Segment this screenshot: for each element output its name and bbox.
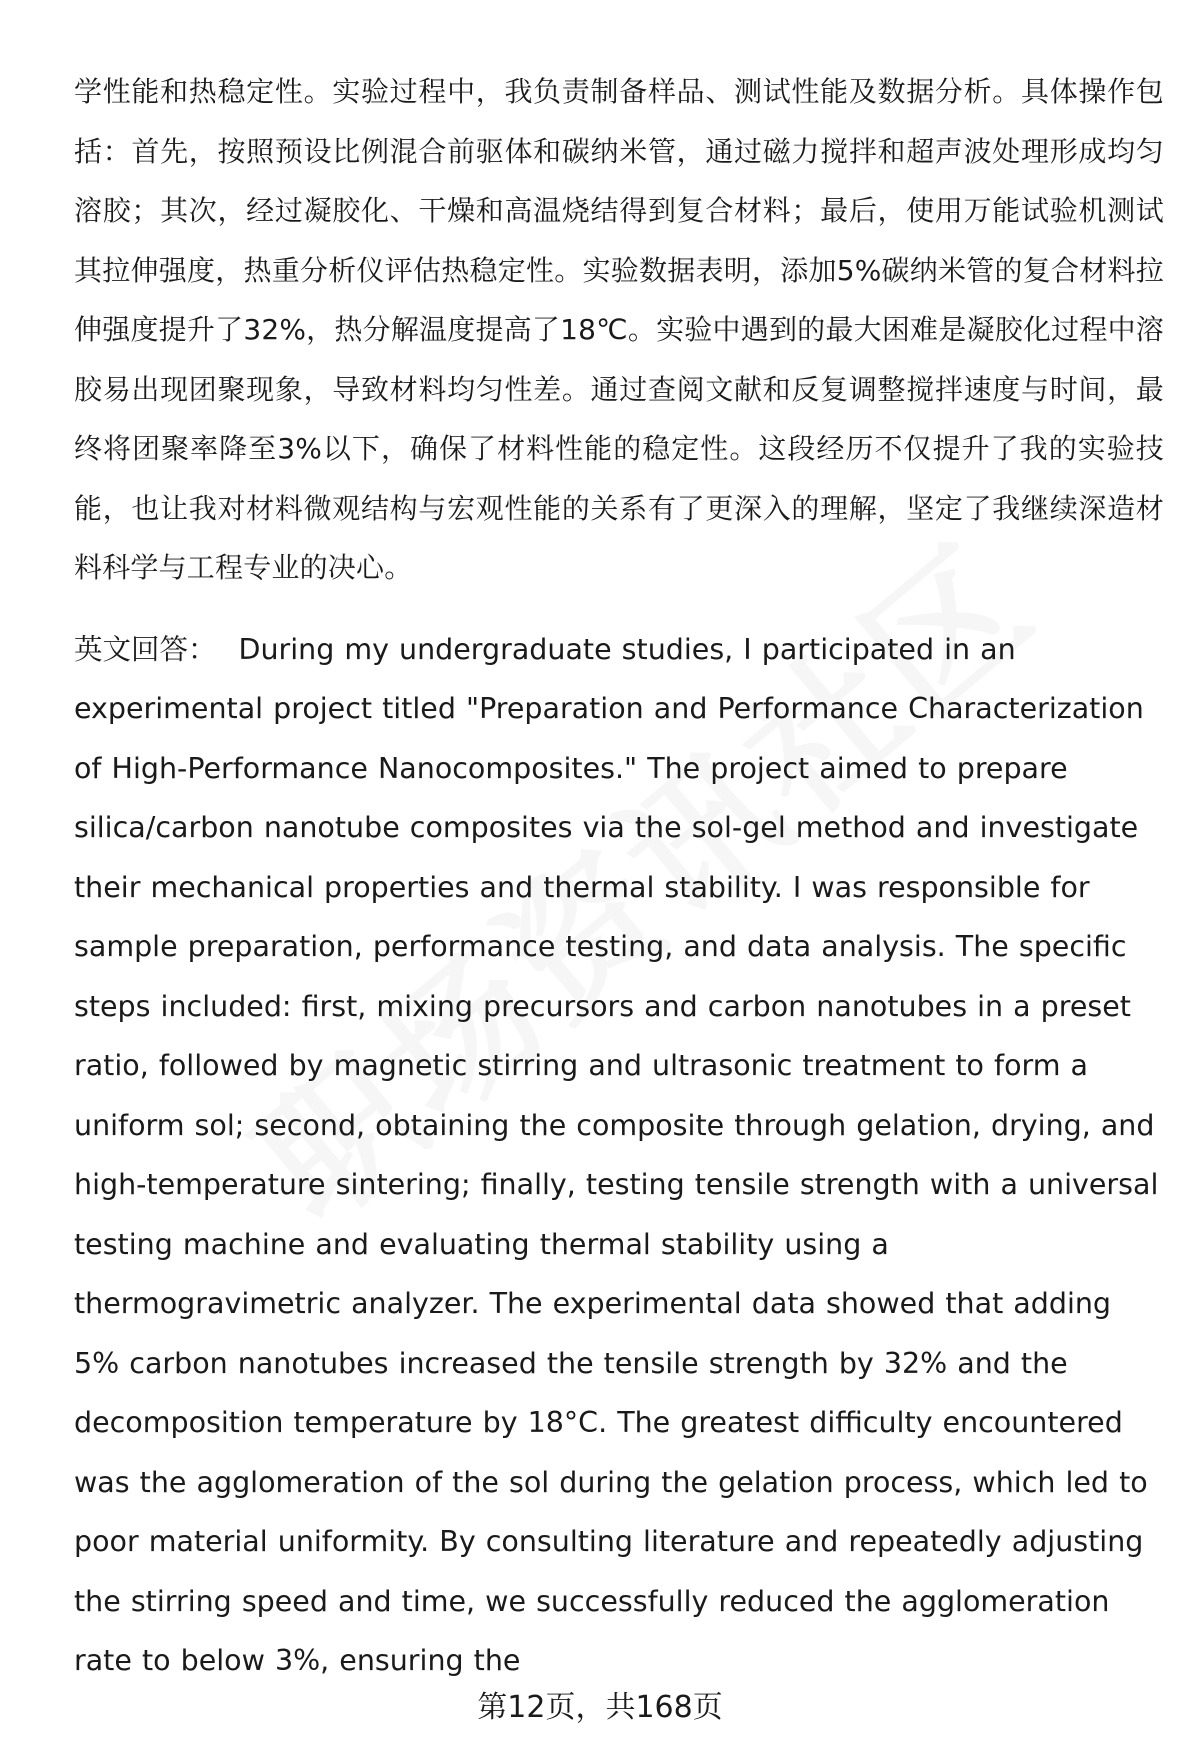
english-answer-paragraph [74, 620, 1164, 1691]
english-answer-label: 英文回答： [74, 632, 217, 666]
page-number: 第12页，共168页 [477, 1690, 723, 1725]
chinese-answer-paragraph: 学性能和热稳定性。实验过程中，我负责制备样品、测试性能及数据分析。具体操作包括：首先，按照预设比例混合前驱体和碳纳米管，通过磁力搅拌和超声波处理形成均匀溶胶；其次，经过凝胶化、干燥和高温烧结得到复合材料；最后，使用万能试验机测试其拉伸强度，热重分析仪评估热稳定性。实验数据表明，添加5%碳纳米管的复合材料拉伸强度提升了32%，热分解温度提高了18℃。实验中遇到的最大困难是凝胶化过程中溶胶易出现团聚现象，导致材料均匀性差。通过查阅文献和反复调整搅拌速度与时间，最终将团聚率降至3%以下，确保了材料性能的稳定性。这段经历不仅提升了我的实验技能，也让我对材料微观结构与宏观性能的关系有了更深入的理解，坚定了我继续深造材料科学与工程专业的决心。 [74, 75, 1164, 584]
document-body [74, 62, 1164, 1691]
english-answer-text: During my undergraduate studies, I participated in an experimental project titled "Preparation and Performance Characterization of High-Performance Nanocomposites." The project aimed to prepare silica/carbon nanotube composites via the sol-gel method and investigate their mechanical properties and thermal stability. I was responsible for sample preparation, performance testing, and data analysis. The specific steps included: first, mixing precursors and carbon nanotubes in a preset ratio, followed by magnetic stirring and ultrasonic treatment to form a uniform sol; second, obtaining the composite through gelation, drying, and high-temperature sintering; finally, testing tensile strength with a universal testing machine and evaluating thermal stability using a thermogravimetric analyzer. The experimental data showed that adding 5% carbon nanotubes increased the tensile strength by 32% and the decomposition temperature by 18°C. The greatest difficulty encountered was the agglomeration of the sol during the gelation process, which led to poor material uniformity. By consulting literature and repeatedly adjusting the stirring speed and time, we successfully reduced the agglomeration rate to below 3%, ensuring the [74, 632, 1159, 1677]
